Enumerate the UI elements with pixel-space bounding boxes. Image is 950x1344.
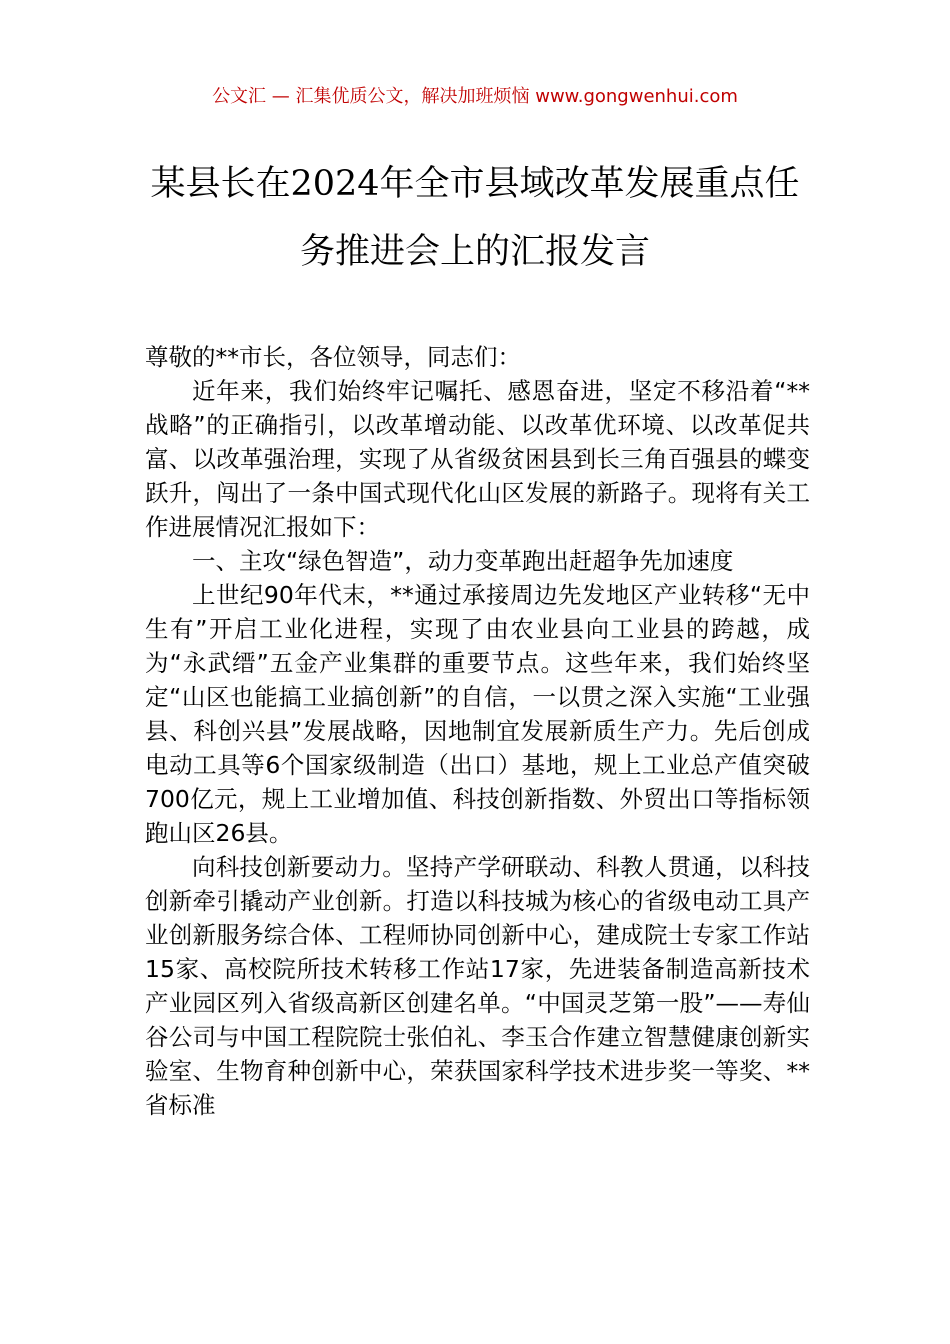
- header-banner: 公文汇 — 汇集优质公文，解决加班烦恼 www.gongwenhui.com: [212, 86, 738, 107]
- title-line-2: 务推进会上的汇报发言: [299, 232, 650, 272]
- document-body: [145, 340, 810, 1122]
- paragraph-innovation: 向科技创新要动力。坚持产学研联动、科教人贯通，以科技创新牵引撬动产业创新。打造以科技城为核心的省级电动工具产业创新服务综合体、工程师协同创新中心，建成院士专家工作站15家、高校院所技术转移工作站17家，先进装备制造高新技术产业园区列入省级高新区创建名单。“中国灵芝第一股”——寿仙谷公司与中国工程院院士张伯礼、李玉合作建立智慧健康创新实验室、生物育种创新中心，荣获国家科学技术进步奖一等奖、**省标准: [145, 853, 810, 1119]
- paragraph-intro: 近年来，我们始终牢记嘱托、感恩奋进，坚定不移沿着“**战略”的正确指引，以改革增动能、以改革优环境、以改革促共富、以改革强治理，实现了从省级贫困县到长三角百强县的蝶变跃升，闯出了一条中国式现代化山区发展的新路子。现将有关工作进展情况汇报如下：: [145, 377, 810, 541]
- salutation: 尊敬的**市长，各位领导，同志们：: [145, 343, 521, 371]
- title-line-1: 某县长在2024年全市县域改革发展重点任: [150, 164, 800, 204]
- paragraph-industry: 上世纪90年代末，**通过承接周边先发地区产业转移“无中生有”开启工业化进程，实现了由农业县向工业县的跨越，成为“永武缙”五金产业集群的重要节点。这些年来，我们始终坚定“山区也能搞工业搞创新”的自信，一以贯之深入实施“工业强县、科创兴县”发展战略，因地制宜发展新质生产力。先后创成电动工具等6个国家级制造（出口）基地，规上工业总产值突破700亿元，规上工业增加值、科技创新指数、外贸出口等指标领跑山区26县。: [145, 581, 810, 847]
- section-heading-1: 一、主攻“绿色智造”，动力变革跑出赶超争先加速度: [192, 547, 734, 575]
- document-title: [120, 150, 830, 286]
